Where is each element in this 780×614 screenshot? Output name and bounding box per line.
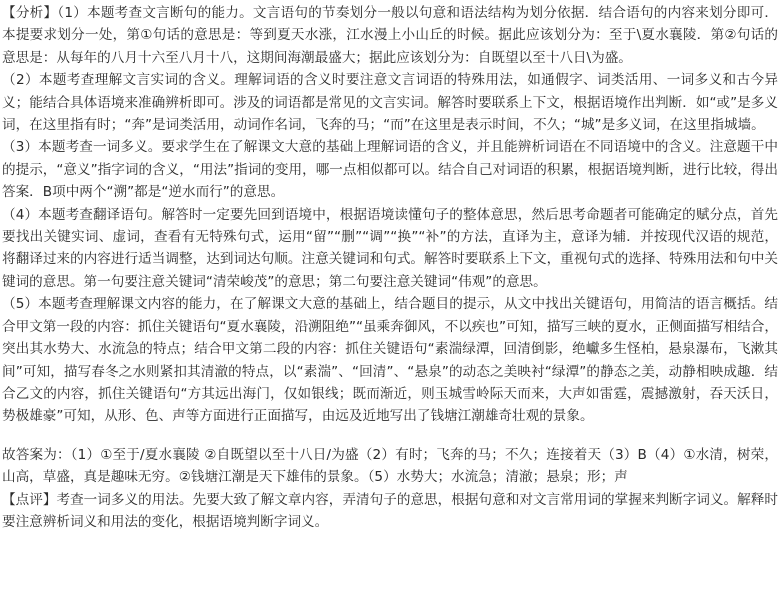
analysis-part-1 [2, 2, 778, 69]
analysis-part-4: （4）本题考查翻译语句。解答时一定要先回到语境中，根据语境读懂句子的整体意思，然后思考命题者可能确定的赋分点，首先要找出关键实词、虚词，查看有无特殊句式，运用“留”“删”“调”“换”“补”的方法，直译为主，意译为辅．并按现代汉语的规范，将翻译过来的内容进行适当调整，达到词达句顺。注意关键词和句式。解答时要联系上下文，重视句式的选择、特殊用法和句中关键词的意思。第一句要注意关键词“清荣峻茂”的意思；第二句要注意关键词“伟观”的意思。 [2, 206, 778, 290]
comment-paragraph: 【点评】考查一词多义的用法。先要大致了解文章内容，弄清句子的意思，根据句意和对文言常用词的掌握来判断字词义。解释时要注意辨析词义和用法的变化，根据语境判断字词义。 [2, 491, 778, 530]
analysis-heading: 【分析】 [2, 5, 58, 21]
analysis-part-3: （3）本题考查一词多义。要求学生在了解课文大意的基础上理解词语的含义，并且能辨析词语在不同语境中的含义。注意题干中的提示，“意义”指字词的含义，“用法”指词的变用，哪一点相似都可以。结合自己对词语的积累，根据语境判断，进行比较，得出答案．B项中两个“溯”都是“逆水而行”的意思。 [2, 139, 778, 201]
analysis-part-1-text: （1）本题考查文言断句的能力。文言语句的节奏划分一般以句意和语法结构为划分依据．结合语句的内容来划分即可．本提要求划分一处，第①句话的意思是：等到夏天水涨，江水漫上小山丘的时候。据此应该划分为：至于\夏水襄陵．第②句话的意思是：从每年的八月十六至八月十八，这期间海潮最盛大；据此应该划分为：自既望以至十八日\为盛。 [2, 5, 778, 66]
analysis-part-5: （5）本题考查理解课文内容的能力，在了解课文大意的基础上，结合题目的提示，从文中找出关键语句，用简洁的语言概括。结合甲文第一段的内容：抓住关键语句“夏水襄陵，沿溯阻绝”“虽乘奔御风，不以疾也”可知，描写三峡的夏水，正侧面描写相结合，突出其水势大、水流急的特点；结合甲文第二段的内容：抓住关键语句“素湍绿潭，回清倒影，绝巘多生怪柏，悬泉瀑布，飞漱其间”可知，描写春冬之水则紧扣其清澈的特点，以“素湍”、“回清”、“悬泉”的动态之美映衬“绿潭”的静态之美，动静相映成趣．结合乙文的内容，抓住关键语句“方其远出海门，仅如银线；既而渐近，则玉城雪岭际天而来，大声如雷霆，震撼激射，吞天沃日，势极雄豪”可知，从形、色、声等方面进行正面描写，由远及近地写出了钱塘江潮雄奇壮观的景象。 [2, 296, 778, 425]
analysis-section [2, 2, 778, 428]
answer-paragraph: 故答案为：（1）①至于/夏水襄陵 ②自既望以至十八日/为盛（2）有时；飞奔的马；不久；连接着天（3）B（4）①水清，树荣，山高，草盛，真是趣味无穷。②钱塘江潮是天下雄伟的景象。（5）水势大；水流急；清澈；悬泉；形；声 [2, 446, 778, 486]
section-gap [2, 428, 778, 444]
analysis-part-2: （2）本题考查理解文言实词的含义。理解词语的含义时要注意文言词语的特殊用法，如通假字、词类活用、一词多义和古今异义；能结合具体语境来准确辨析即可。涉及的词语都是常见的文言实词。解答时要联系上下文，根据语境作出判断．如“或”是多义词，在这里指有时；“奔”是词类活用，动词作名词，飞奔的马；“而”在这里是表示时间，不久；“城”是多义词，在这里指城墙。 [2, 72, 778, 134]
